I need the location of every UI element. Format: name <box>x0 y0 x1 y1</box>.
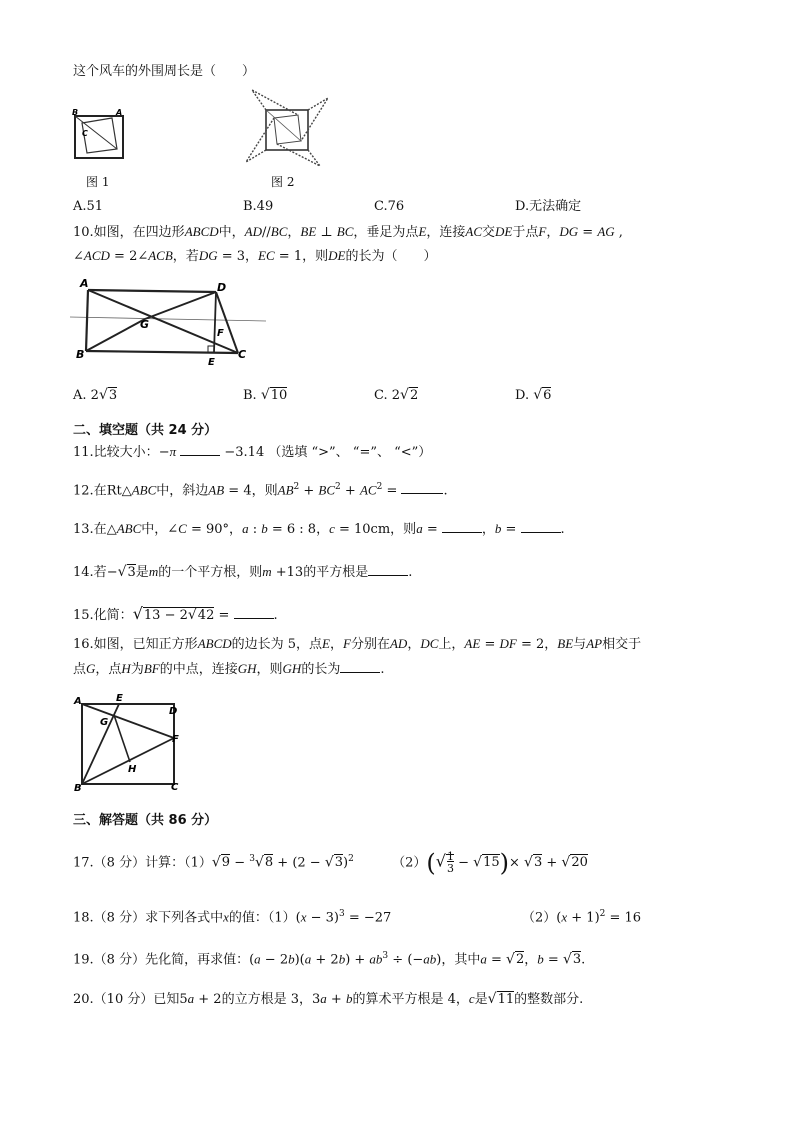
q18: 18.（8 分）求下列各式中x的值：$(1)(x - 3)^3 = -27$ <box>73 909 392 926</box>
svg-text:G: G <box>100 717 109 728</box>
svg-text:B: B <box>72 108 79 117</box>
q13-blank-a[interactable] <box>442 520 482 533</box>
q15: 15.化简：√13 − 2√42 = . <box>73 604 278 623</box>
q10-option-a: A. 2√3 <box>73 387 118 403</box>
q13: 13.在△ABC中，∠C = 90°，a : b = 6 : 8，c = 10cm，则a = ，b = . <box>73 521 565 537</box>
q18-part2: $(2)(x + 1)^2 = 16$ <box>522 909 642 926</box>
svg-text:F: F <box>217 328 224 339</box>
svg-text:D: D <box>217 281 227 294</box>
svg-text:B: B <box>74 783 82 794</box>
q17: 17.（8 分）计算：$(1)√9 - ^3√8 + (2 - √3)^2$ （2）(√1 3 − √15)× √3 + √20 <box>73 848 588 877</box>
q10-line2: ∠ACD = 2∠ACB，若DG = 3，EC = 1，则DE的长为（ ） <box>73 248 437 264</box>
q11: 11.比较大小：−π −3.14 （选填 “>”、 “=”、 “<”） <box>73 444 432 460</box>
svg-text:C: C <box>82 129 88 138</box>
section-3-heading: 三、解答题（共 86 分） <box>73 813 218 828</box>
q9-fig2-caption: 图 2 <box>271 175 295 189</box>
q16-answer-blank[interactable] <box>340 660 380 673</box>
q16-line1: 16.如图，已知正方形ABCD的边长为 5，点E，F分别在AD，DC上，AE = DF = 2，BE与AP相交于 <box>73 636 642 652</box>
q9-option-a: A.51 <box>73 199 104 214</box>
q9-fig1-caption: 图 1 <box>86 175 110 189</box>
svg-text:G: G <box>140 318 150 331</box>
q9-option-d: D.无法确定 <box>515 199 582 214</box>
q10-option-b: B. √10 <box>243 387 288 403</box>
q16-figure <box>72 692 187 792</box>
svg-text:C: C <box>238 348 247 361</box>
q10-option-c: C. 2√2 <box>374 387 419 403</box>
section-2-heading: 二、填空题（共 24 分） <box>73 423 218 438</box>
q9-option-b: B.49 <box>243 199 274 214</box>
svg-text:F: F <box>172 734 179 745</box>
svg-text:A: A <box>80 277 89 290</box>
q9-option-c: C.76 <box>374 199 405 214</box>
q9-stem: 这个风车的外围周长是（ ） <box>73 64 256 79</box>
q12: 12.在Rt△ABC中，斜边AB = 4，则$AB^2 + BC^2 + AC^2$ = . <box>73 482 448 499</box>
svg-text:B: B <box>76 348 85 361</box>
svg-text:E: E <box>116 693 123 704</box>
q19: 19.（8 分）先化简，再求值：$(a - 2b)(a + 2b) + ab^3 \div (-ab)$，其中a = √2，b = √3. <box>73 951 586 968</box>
q14-answer-blank[interactable] <box>368 563 408 576</box>
q12-answer-blank[interactable] <box>401 481 443 494</box>
q10-figure <box>70 276 270 371</box>
q14: 14.若−√3是m的一个平方根，则m +13的平方根是 . <box>73 564 413 580</box>
q15-answer-blank[interactable] <box>234 606 274 619</box>
q10-option-d: D. √6 <box>515 387 552 403</box>
q16-line2: 点G，点H为BF的中点，连接GH，则GH的长为 . <box>73 661 385 677</box>
q10-line1: 10.如图，在四边形ABCD中，AD//BC，BE ⊥ BC，垂足为点E，连接AC交DE于点F，DG = AG , <box>73 224 623 240</box>
q20: 20.（10 分）已知5a + 2的立方根是 3，3a + b的算术平方根是 4，c是√11的整数部分. <box>73 991 584 1007</box>
svg-text:D: D <box>169 706 178 717</box>
q13-blank-b[interactable] <box>521 520 561 533</box>
q9-figure-1 <box>70 96 130 166</box>
svg-text:A: A <box>116 108 123 117</box>
svg-text:C: C <box>171 782 179 793</box>
q9-figure-2 <box>244 88 334 168</box>
svg-text:H: H <box>128 764 137 775</box>
svg-text:A: A <box>74 696 82 707</box>
svg-text:E: E <box>208 357 215 368</box>
